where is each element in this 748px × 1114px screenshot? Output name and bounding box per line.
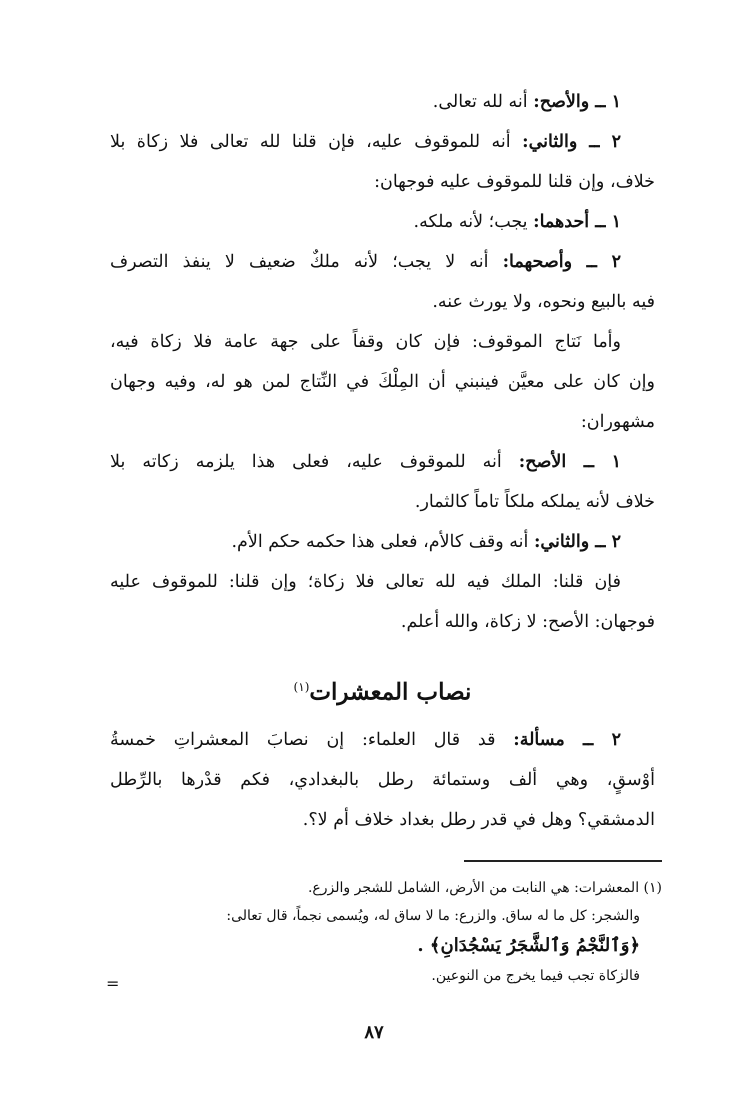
footnote-divider: [464, 860, 662, 862]
paragraph-line: فيه بالبيع ونحوه، ولا يورث عنه.: [432, 292, 655, 312]
footnote-line: والشجر: كل ما له ساق. والزرع: ما لا ساق له، ويُسمى نجماً، قال تعالى:: [226, 908, 640, 924]
footnotes: [130, 874, 662, 990]
item-text: أنه وقف كالأم، فعلى هذا حكمه حكم الأم.: [231, 532, 529, 552]
item-text: يجب؛ لأنه ملكه.: [413, 212, 528, 232]
paragraph-line: مشهوران:: [580, 412, 655, 432]
masala-line: الدمشقي؟ وهل في قدر رطل بغداد خلاف أم لا؟.: [302, 810, 655, 830]
paragraph-line: وأما نَتاج الموقوف: فإن كان وقفاً على جهة عامة فلا زكاة فيه،: [110, 332, 621, 352]
footnote-reference: (١): [293, 680, 310, 694]
masala-block: [110, 720, 655, 840]
paragraph-line: وإن كان على معيَّن فينبني أن المِلْكَ في النِّتاج لمن هو له، وفيه وجهان: [110, 372, 655, 392]
paragraph-line: فوجهان: الأصح: لا زكاة، والله أعلم.: [400, 612, 655, 632]
item-text: أنه للموقوف عليه، فعلى هذا يلزمه زكاته بلا: [110, 452, 502, 472]
footnote-line: (١) المعشرات: هي النابت من الأرض، الشامل للشجر والزرع.: [307, 880, 662, 896]
paragraph-line: فإن قلنا: الملك فيه لله تعالى فلا زكاة؛ وإن قلنا: للموقوف عليه: [110, 572, 621, 592]
item-text: أنه لا يجب؛ لأنه ملكٌ ضعيف لا ينفذ التصرف: [110, 252, 489, 272]
item-ahaduhuma-line: [110, 202, 655, 242]
item-label: ٢ ــ وأصحهما:: [502, 252, 621, 272]
masala-line: أوْسقٍ، وهي ألف وستمائة رطل بالبغدادي، فكم قدْرها بالرِّطل: [110, 770, 655, 790]
item-label: ٢ ــ والثاني:: [522, 132, 621, 152]
section-heading-text: نصاب المعشرات: [309, 678, 472, 706]
page-number: ٨٧: [364, 1022, 384, 1043]
section-heading: [110, 665, 655, 715]
quran-verse: ﴿وَٱلنَّجْمُ وَٱلشَّجَرُ يَسْجُدَانِ﴾ .: [417, 935, 640, 956]
item-label: ١ ــ أحدهما:: [533, 212, 621, 232]
item-label: ١ ــ الأصح:: [518, 452, 621, 472]
masala-text: قد قال العلماء: إن نصابَ المعشراتِ خمسةُ: [110, 730, 496, 750]
item-asah-2-line-1: [110, 442, 655, 482]
item-asah-line: [110, 82, 655, 122]
item-label: ٢ ــ والثاني:: [533, 532, 621, 552]
item-text: أنه للموقوف عليه، فإن قلنا لله تعالى فلا زكاة بلا: [110, 132, 511, 152]
body-text: [110, 82, 655, 642]
item-label: ١ ــ والأصح:: [533, 92, 621, 112]
item-asahhuma-line-1: [110, 242, 655, 282]
item-thani-line-1: [110, 122, 655, 162]
paragraph-line: خلاف، وإن قلنا للموقوف عليه فوجهان:: [374, 172, 655, 192]
item-thani-2-line: [110, 522, 655, 562]
paragraph-line: خلاف لأنه يملكه ملكاً تاماً كالثمار.: [414, 492, 655, 512]
footnote-line: فالزكاة تجب فيما يخرج من النوعين.: [431, 968, 640, 984]
masala-line-1: [110, 720, 655, 760]
item-text: أنه لله تعالى.: [432, 92, 528, 112]
continuation-mark: =: [106, 974, 120, 993]
masala-label: ٢ ــ مسألة:: [513, 730, 621, 750]
